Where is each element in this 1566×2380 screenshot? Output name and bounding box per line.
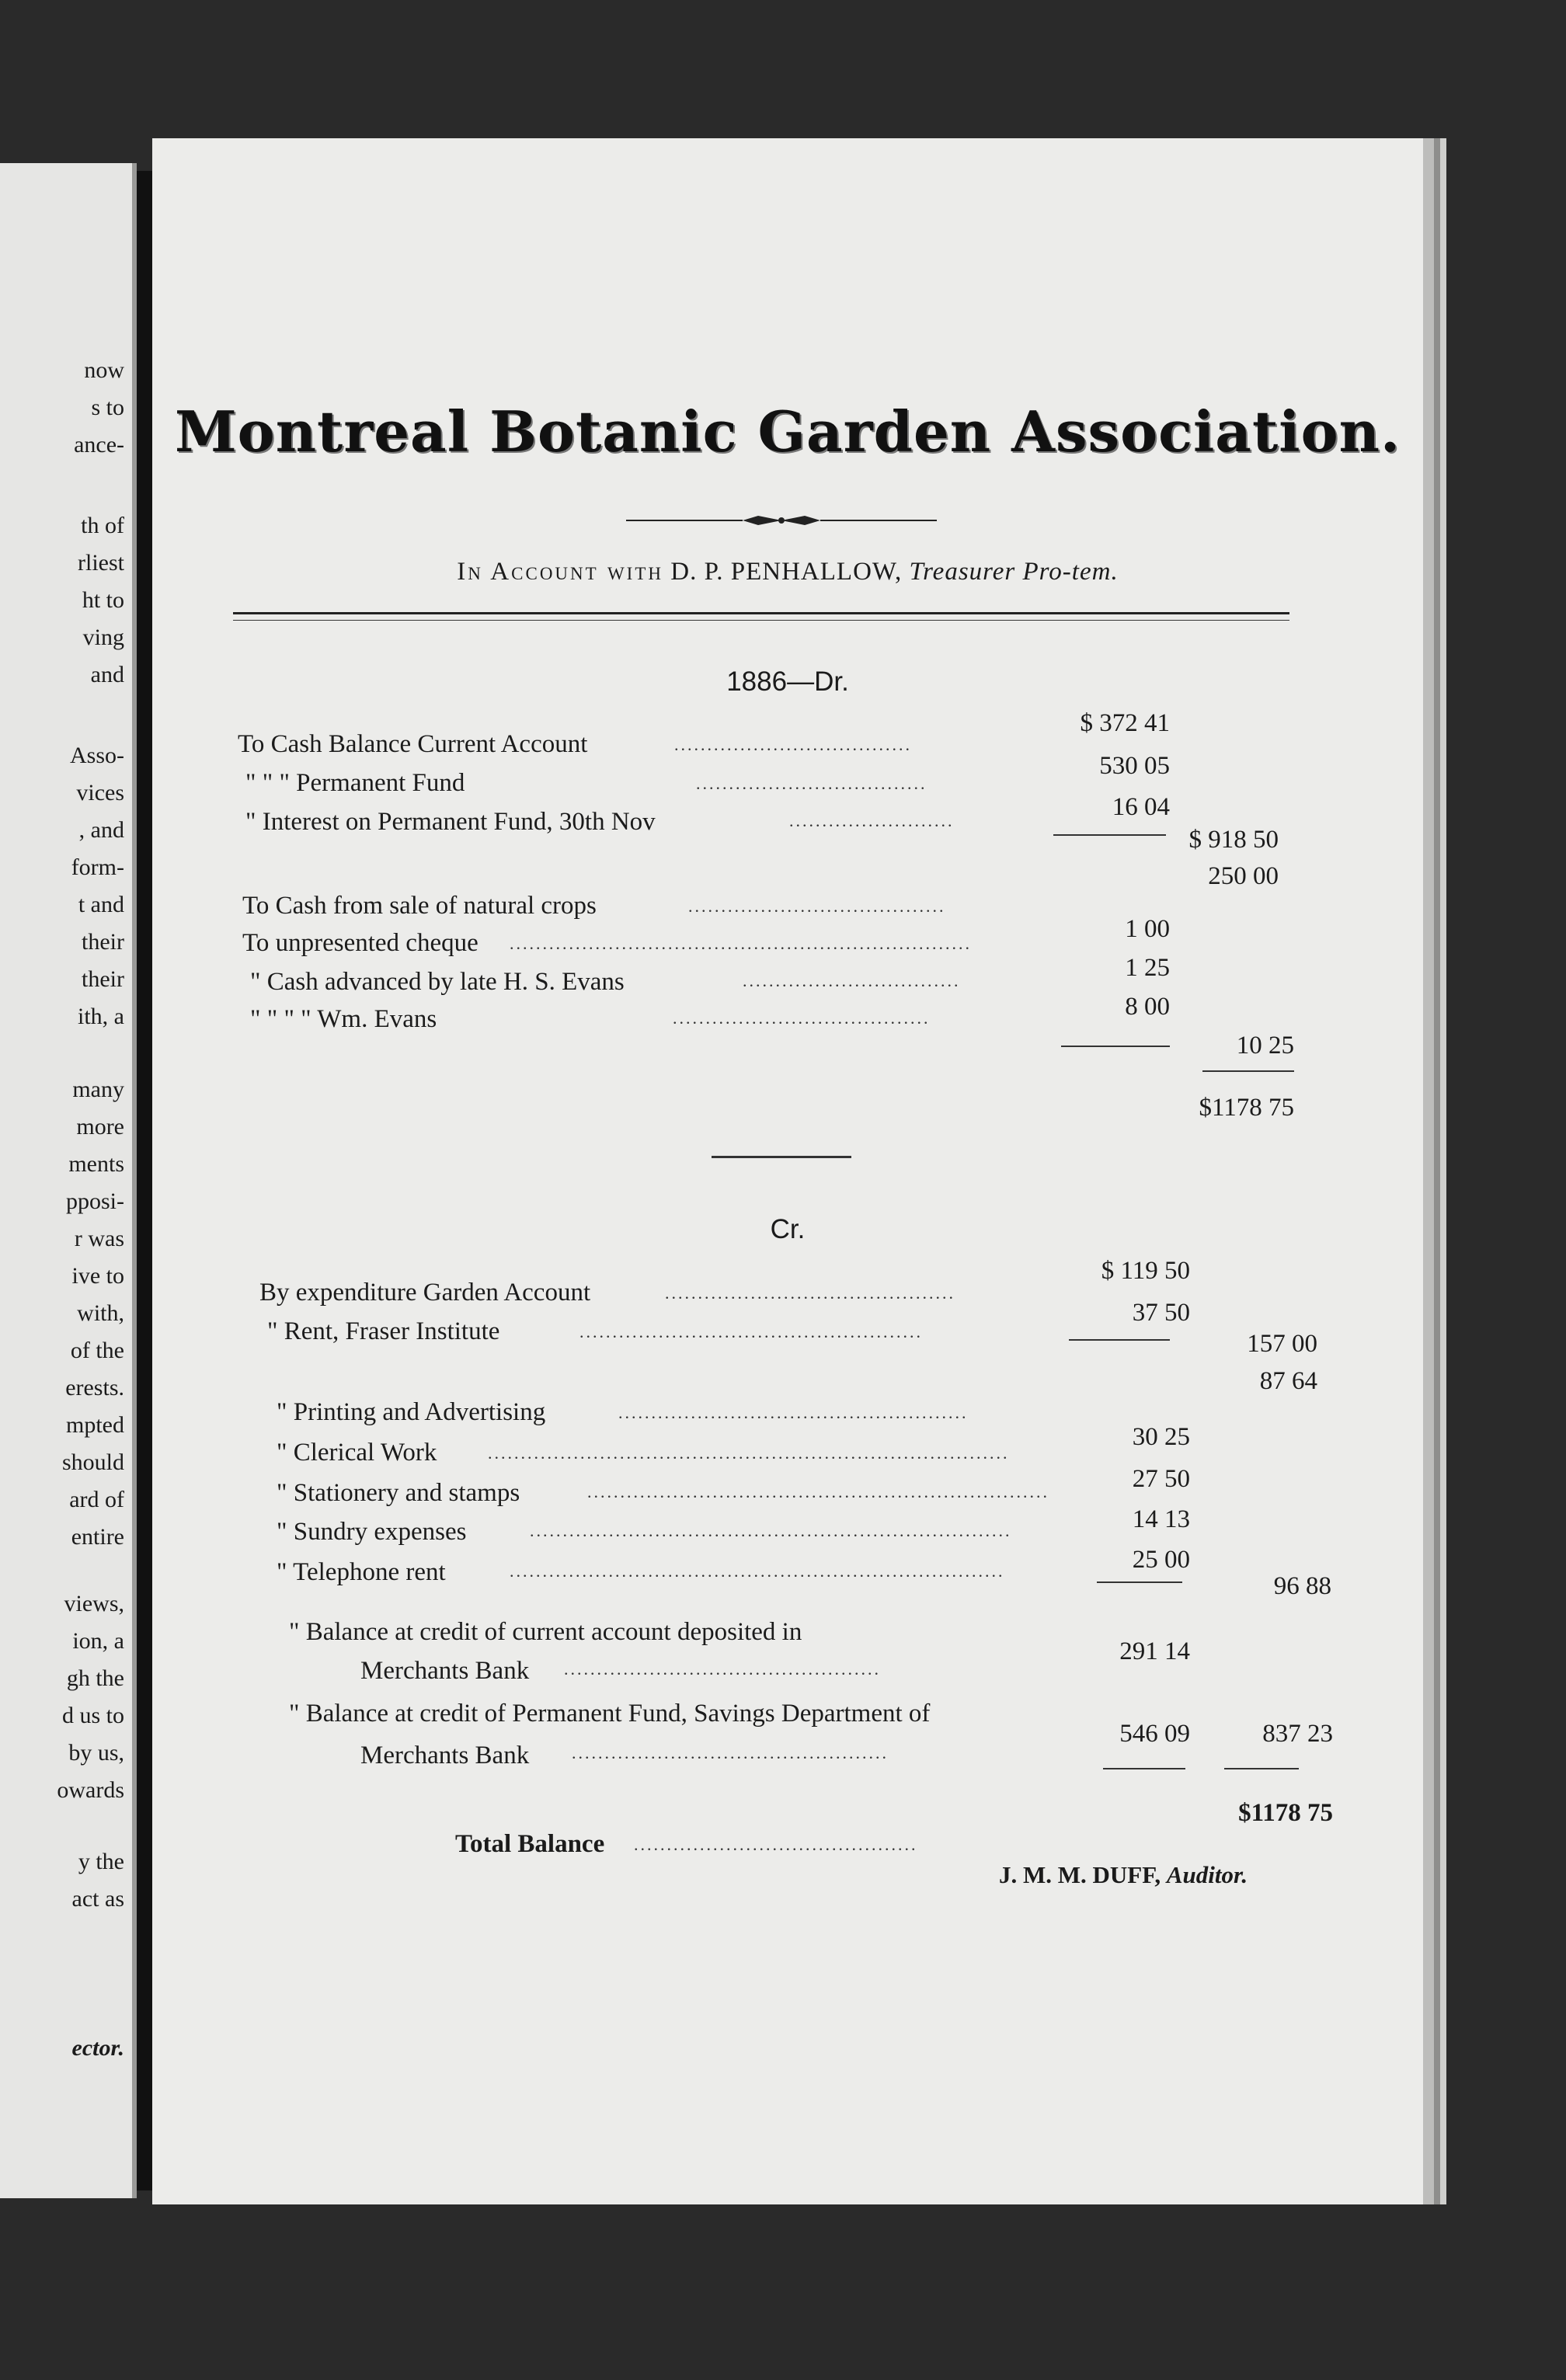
auditor-role: Auditor.: [1166, 1861, 1248, 1888]
credit-row-label: " Printing and Advertising: [277, 1398, 546, 1426]
left-text-line: r was: [74, 1226, 124, 1251]
credit-row-amount: $ 119 50: [1101, 1257, 1190, 1285]
subtitle-prefix: In Account with: [457, 558, 663, 586]
debit-row-label: " Interest on Permanent Fund, 30th Nov: [245, 808, 656, 836]
left-text-line: ance-: [74, 432, 124, 458]
credit-row-total: 837 23: [1262, 1720, 1333, 1748]
previous-page-fragment: [0, 163, 137, 2198]
leader-dots: .....................................................: [618, 1403, 969, 1422]
left-text-line: , and: [78, 817, 124, 843]
debit-grand-total: $1178 75: [1199, 1094, 1294, 1122]
left-text-line: and: [90, 662, 124, 687]
sum-rule: [1224, 1768, 1299, 1769]
left-text-line: y the: [78, 1849, 124, 1874]
debit-row-total: 250 00: [1208, 862, 1279, 890]
sum-rule: [1097, 1581, 1182, 1583]
debit-row-amount: 16 04: [1112, 793, 1170, 821]
left-text-line: Asso-: [69, 743, 124, 768]
sum-rule: [1103, 1768, 1185, 1769]
credit-row-label: By expenditure Garden Account: [259, 1279, 591, 1307]
debit-row-label: " " " Permanent Fund: [245, 769, 465, 797]
credit-row-amount: 14 13: [1132, 1505, 1190, 1533]
debit-row-total: $ 918 50: [1188, 826, 1279, 854]
credit-row-amount: 30 25: [1132, 1423, 1190, 1451]
leader-dots: ....................................................: [579, 1322, 923, 1341]
left-text-line: ments: [68, 1151, 124, 1177]
account-subtitle: [152, 558, 1423, 586]
credit-row-amount: 37 50: [1132, 1299, 1190, 1327]
left-text-line: vices: [76, 780, 124, 806]
credit-row-total: 157 00: [1247, 1330, 1317, 1358]
credit-row-label: Merchants Bank: [360, 1742, 530, 1769]
debit-row-amount: 530 05: [1099, 752, 1170, 780]
left-text-line: entire: [71, 1524, 124, 1550]
leader-dots: ......................................................................: [510, 934, 972, 953]
credit-row-amount: 291 14: [1119, 1637, 1190, 1665]
leader-dots: .........................: [789, 811, 955, 830]
left-text-line: now: [84, 357, 124, 383]
left-text-line: s to: [91, 395, 124, 420]
left-text-line: ive to: [71, 1263, 124, 1289]
debit-row-label: To Cash from sale of natural crops: [242, 892, 597, 920]
auditor-name: J. M. M. DUFF,: [999, 1861, 1161, 1888]
leader-dots: ................................................: [572, 1743, 889, 1762]
leader-dots: ...........................................................................: [510, 1561, 1005, 1581]
page-title: Montreal Botanic Garden Association.: [174, 398, 1401, 465]
sum-rule: [1061, 1046, 1170, 1047]
credit-row-label: " Rent, Fraser Institute: [267, 1317, 500, 1345]
left-text-line: ard of: [69, 1487, 124, 1512]
header-rule: [233, 620, 1289, 621]
account-page: [152, 138, 1423, 2204]
credit-row-amount: 546 09: [1119, 1720, 1190, 1748]
leader-dots: .........................................................................: [530, 1521, 1012, 1540]
leader-dots: ...........................................: [634, 1835, 918, 1854]
left-text-line: erests.: [65, 1375, 124, 1401]
sum-rule: [1069, 1339, 1170, 1341]
left-text-line: mpted: [66, 1412, 124, 1438]
treasurer-name: D. P. PENHALLOW,: [670, 558, 903, 586]
debit-row-amount: $ 372 41: [1080, 709, 1170, 737]
left-text-line: rliest: [78, 550, 124, 576]
leader-dots: ............................................: [665, 1283, 955, 1303]
auditor-signature: [999, 1861, 1248, 1889]
debit-row-label: To Cash Balance Current Account: [238, 730, 588, 758]
left-text-line: their: [82, 929, 124, 955]
credit-row-amount: 25 00: [1132, 1546, 1190, 1574]
left-text-line: ion, a: [72, 1628, 124, 1654]
left-text-line: t and: [78, 892, 124, 917]
left-text-line: with,: [77, 1300, 124, 1326]
credit-row-total: 96 88: [1273, 1572, 1331, 1600]
leader-dots: .................................: [743, 971, 961, 990]
left-text-line: their: [82, 966, 124, 992]
credit-row-label: " Balance at credit of Permanent Fund, Savings Department of: [289, 1700, 931, 1728]
left-text-line: by us,: [68, 1740, 124, 1766]
left-text-line: owards: [57, 1777, 124, 1803]
left-text-line: ht to: [82, 587, 124, 613]
debit-heading: 1886—Dr.: [726, 666, 849, 697]
debit-row-label: " Cash advanced by late H. S. Evans: [250, 968, 625, 996]
left-text-line: many: [72, 1077, 124, 1102]
left-text-line: th of: [81, 513, 124, 538]
left-text-line: pposi-: [66, 1188, 124, 1214]
credit-row-label: " Clerical Work: [277, 1439, 437, 1467]
left-text-line: ving: [82, 625, 124, 650]
credit-row-label: " Stationery and stamps: [277, 1479, 520, 1507]
credit-heading: Cr.: [770, 1214, 806, 1244]
leader-dots: ................................................: [564, 1659, 881, 1679]
left-text-line: views,: [64, 1591, 124, 1616]
debit-row-total: 10 25: [1236, 1032, 1294, 1060]
leader-dots: ......................................................................: [587, 1482, 1049, 1501]
left-text-line: of the: [70, 1338, 124, 1363]
leader-dots: ...............................................................................: [488, 1443, 1010, 1463]
left-text-line: ith, a: [78, 1004, 124, 1029]
treasurer-role: Treasurer Pro-tem.: [909, 558, 1119, 586]
left-text-line: act as: [71, 1886, 124, 1912]
leader-dots: ...................................: [696, 774, 927, 793]
debit-row-label: " " " " Wm. Evans: [250, 1005, 437, 1033]
credit-row-label: " Telephone rent: [277, 1558, 446, 1586]
debit-row-amount: 1 00: [1125, 915, 1170, 943]
sum-rule: [1202, 1070, 1294, 1072]
header-rule: [233, 612, 1289, 614]
leader-dots: ....................................: [674, 735, 912, 754]
debit-row-amount: 8 00: [1125, 993, 1170, 1021]
section-divider: [712, 1156, 851, 1158]
credit-grand-total: $1178 75: [1238, 1799, 1333, 1827]
leader-dots: .......................................: [688, 896, 946, 916]
credit-row-amount: 27 50: [1132, 1465, 1190, 1493]
left-text-line: ector.: [71, 2035, 124, 2061]
debit-row-label: To unpresented cheque: [242, 929, 478, 957]
credit-row-label: Merchants Bank: [360, 1657, 530, 1685]
left-text-line: more: [76, 1114, 124, 1140]
left-text-line: form-: [71, 854, 124, 880]
left-text-line: should: [61, 1449, 124, 1475]
left-text-line: gh the: [66, 1665, 124, 1691]
debit-row-amount: 1 25: [1125, 954, 1170, 982]
credit-row-label: " Sundry expenses: [277, 1518, 467, 1546]
credit-row-total: 87 64: [1259, 1367, 1317, 1395]
credit-row-label: " Balance at credit of current account deposited in: [289, 1618, 802, 1646]
left-text-line: d us to: [61, 1703, 124, 1728]
total-balance-label: Total Balance: [455, 1830, 605, 1858]
ornament-divider-icon: [626, 511, 937, 530]
leader-dots: .......................................: [673, 1008, 931, 1028]
